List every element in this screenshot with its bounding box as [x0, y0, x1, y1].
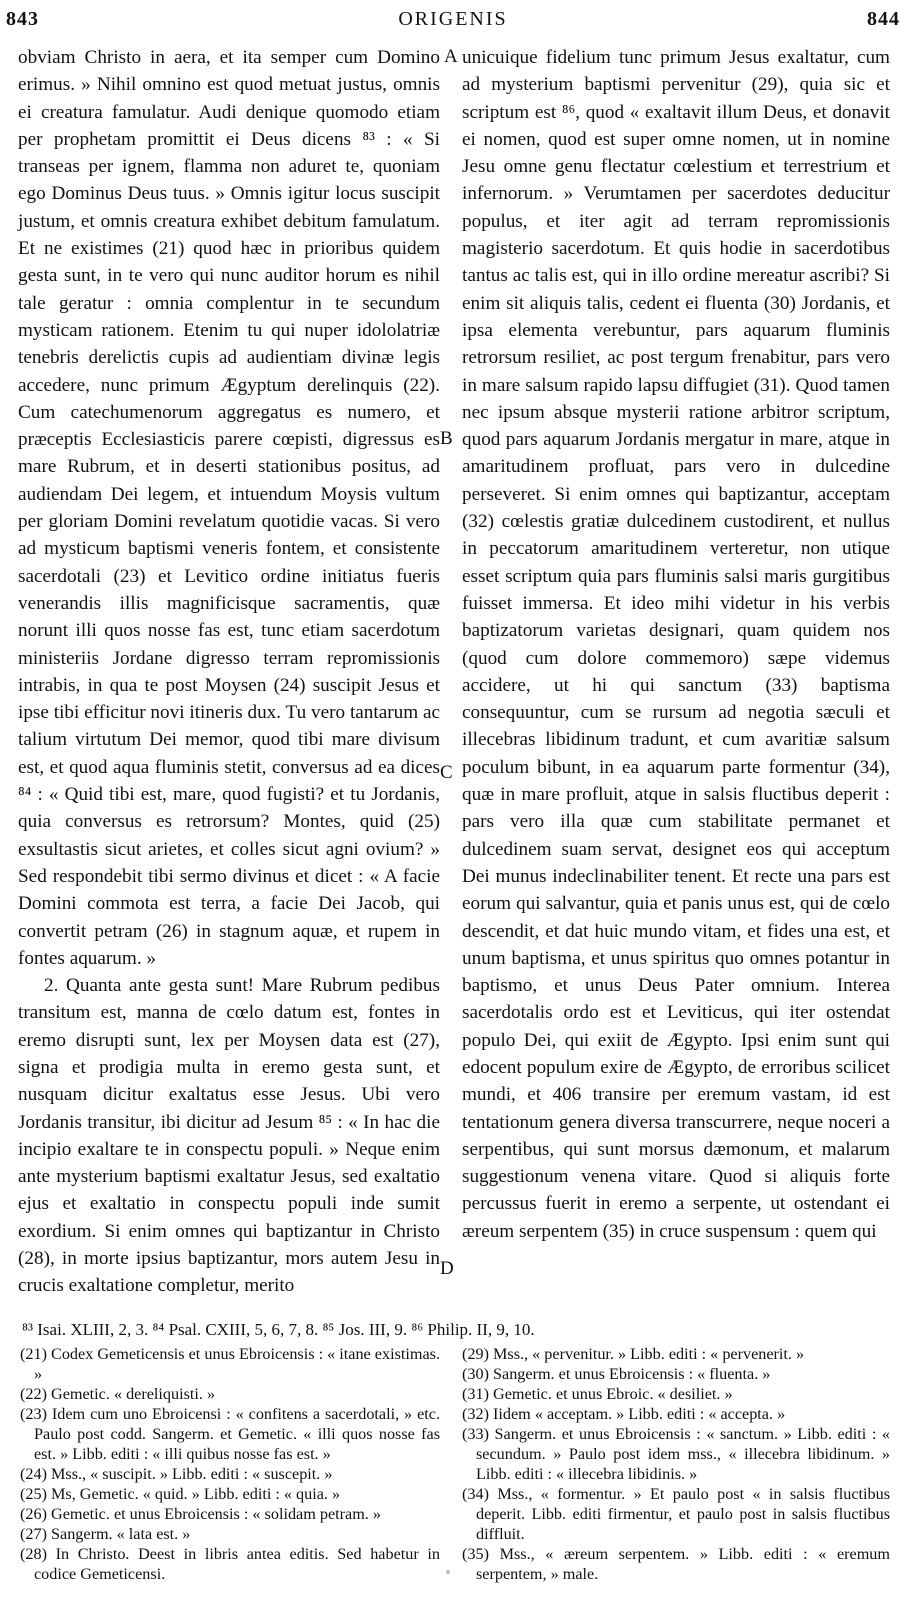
section-marker-c: C: [440, 762, 453, 783]
section-marker-d: D: [440, 1258, 454, 1279]
footnote: (35) Mss., « æreum serpentem. » Libb. editi : « eremum serpentem, » male.: [462, 1545, 890, 1583]
footnote: (32) Iidem « acceptam. » Libb. editi : « accepta. »: [462, 1405, 786, 1423]
left-paragraph-2: 2. Quanta ante gesta sunt! Mare Rubrum pedibus transitum est, manna de cœlo datum est, fontes in eremo disrupti sunt, lex per Moysen data est (27), signa et prodigia multa in eremo gesta sunt, et nusquam dicitur exaltatus esse Jesus. Ubi vero Jordanis transitur, ibi dicitur ad Jesum ⁸⁵ : « In hac die incipio exaltare te in conspectu populi. » Neque enim ante mysterium baptismi exaltatur Jesus, sed exaltatio ejus et exaltatio in conspectu populi inde sumit exordium. Si enim omnes qui baptizantur in Christo (28), in morte ipsius baptizantur, mors autem Jesu in crucis exaltatione completur, merito: [18, 975, 440, 1297]
footnote: (27) Sangerm. « lata est. »: [20, 1525, 191, 1543]
scripture-references: ⁸³ Isai. XLIII, 2, 3. ⁸⁴ Psal. CXIII, 5, 6, 7, 8. ⁸⁵ Jos. III, 9. ⁸⁶ Philip. II, 9, 10.: [22, 1320, 535, 1339]
right-paragraph-1: unicuique fidelium tunc primum Jesus exaltatur, cum ad mysterium baptismi pervenitur (29), quia sic et scriptum est ⁸⁶, quod « exaltavit illum Deus, et donavit ei nomen, quod est super omne nomen, ut in nomine Jesu omne genu flectatur cœlestium et terrestrium et infernorum. » Verumtamen per sacerdotes deducitur populus, et iter agit ad terram repromissionis magisterio sacerdotum. Et quis hodie in sacerdotibus tantus ac talis est, qui in illo ordine mereatur ascribi? Si enim sit aliquis talis, cedent ei fluenta (30) Jordanis, et ipsa elementa verebuntur, pars aquarum fluminis retrorsum resiliet, ac post tergum frenabitur, pars vero in mare salsum rapido lapsu diffugiet (31). Quod tamen nec ipsum absque mysterii ratione arbitror scriptum, quod pars aquarum Jordanis mergatur in mare, atque in amaritudinem profluat, pars vero in dulcedine perseveret. Si enim omnes qui baptizantur, acceptam (32) cœlestis gratiæ dulcedinem custodirent, et nullus in peccatorum amaritudinem verteretur, non utique esset scriptum quia pars fluminis salsi maris gurgitibus fuisset immersa. Et ideo mihi videtur in his verbis baptizatorum varietas designari, quam quidem nos (quod cum dolore commemoro) sæpe videmus accidere, ut hi qui sanctum (33) baptisma consequuntur, cum se rursum ad negotia sæculi et illecebras libidinum tradunt, et cum avaritiæ salsum poculum bibunt, in ea aquarum parte formentur (34), quæ in mare profluit, atque in salsis fluctibus deperit : pars vero illa quæ cum stabilitate permanet et dulcedinem suam servat, designet eos qui acceptum Dei munus indeclinabiliter tenent. Et recte una pars est eorum qui salvantur, quia et panis unus est, qui de cœlo descendit, et dat huic mundo vitam, et fides una est, et unum baptisma, et unus spiritus quo omnes potantur in baptismo, et unus Deus Pater omnium. Interea sacerdotalis ordo est et Leviticus, qui iter ostendat populo Dei, qui exiit de Ægypto. Ipsi enim sunt qui edocent populum exire de Ægypto, de erroribus scilicet mundi, et 406 transire per eremum vastam, id est tentationum genera diversa transcurrere, neque noceri a serpentibus, qui sunt morsus dæmonum, et malarum suggestionum venena vitare. Quod si aliquis forte percussus fuerit in eremo a serpente, ut ostendant ei æreum serpentem (35) in cruce suspensum : quem qui: [462, 47, 890, 1242]
footnote: (33) Sangerm. et unus Ebroicensis : « sanctum. » Libb. editi : « secundum. » Paulo post idem mss., « illecebra libidinum. » Libb. editi : « illecebra libidinis. »: [462, 1425, 890, 1483]
running-title: ORIGENIS: [398, 8, 508, 30]
section-marker-b: B: [440, 428, 453, 449]
page-header: [6, 8, 900, 36]
footnote: (22) Gemetic. « dereliquisti. »: [20, 1385, 216, 1403]
page-number-right: 844: [867, 8, 900, 30]
page-number-left: 843: [6, 8, 39, 30]
footnote: (28) In Christo. Deest in libris antea editis. Sed habetur in codice Gemeticensi.: [20, 1545, 440, 1583]
page-speck: [446, 1570, 450, 1574]
section-marker-a: A: [444, 46, 458, 67]
footnote: (30) Sangerm. et unus Ebroicensis : « fluenta. »: [462, 1365, 771, 1383]
footnote: (24) Mss., « suscipit. » Libb. editi : « suscepit. »: [20, 1465, 333, 1483]
footnotes-left: [20, 1344, 440, 1584]
footnote: (25) Ms, Gemetic. « quid. » Libb. editi : « quia. »: [20, 1485, 341, 1503]
left-column: [18, 44, 440, 1300]
footnotes-right: [462, 1344, 890, 1584]
footnote: (31) Gemetic. et unus Ebroic. « desiliet. »: [462, 1385, 733, 1403]
footnote: (23) Idem cum uno Ebroicensi : « confitens a sacerdotali, » etc. Paulo post codd. Sangerm. et Gemetic. « illi quos nosse fas est. » Libb. editi : « illi quibus nosse fas est. »: [20, 1405, 440, 1463]
footnote: (26) Gemetic. et unus Ebroicensis : « solidam petram. »: [20, 1505, 381, 1523]
footnote: (29) Mss., « pervenitur. » Libb. editi : « pervenerit. »: [462, 1345, 805, 1363]
right-column: [462, 44, 890, 1245]
left-paragraph-1: obviam Christo in aera, et ita semper cum Domino erimus. » Nihil omnino est quod metuat justus, omnis ei creatura famulatur. Audi denique quomodo etiam per prophetam promittit ei Deus dicens ⁸³ : « Si transeas per ignem, flamma non aduret te, quoniam ego Dominus Deus tuus. » Omnis igitur locus suscipit justum, et omnis creatura exhibet debitum famulatum. Et ne existimes (21) quod hæc in prioribus quidem gesta sunt, in te vero qui nunc auditor horum es nihil tale geratur : omnia complentur in te secundum mysticam rationem. Etenim tu qui nuper idololatriæ tenebris derelictis cupis ad audientiam divinæ legis accedere, nunc primum Ægyptum derelinquis (22). Cum catechumenorum aggregatus es numero, et præceptis Ecclesiasticis parere cœpisti, digressus es mare Rubrum, et in deserti stationibus positus, ad audiendam Dei legem, et intuendum Moysis vultum per gloriam Domini revelatum quotidie vacas. Si vero ad mysticum baptismi veneris fontem, et consistente sacerdotali (23) et Levitico ordine initiatus fueris venerandis illis magnificisque sacramentis, quæ norunt illi quos nosse fas est, tunc etiam sacerdotum ministeriis Jordane digresso terram repromissionis intrabis, in qua te post Moysen (24) suscipit Jesus et ipse tibi efficitur novi itineris dux. Tu vero tantarum ac talium virtutum Dei memor, quod tibi mare divisum est, et quod aqua fluminis stetit, conversus ad ea dices ⁸⁴ : « Quid tibi est, mare, quod fugisti? et tu Jordanis, quia conversus es retrorsum? Montes, quid (25) exsultastis sicut arietes, et colles sicut agni ovium? » Sed respondebit tibi sermo divinus et dicet : « A facie Domini commota est terra, a facie Dei Jacob, qui convertit petram (26) in stagnum aquæ, et rupem in fontes aquarum. »: [18, 47, 440, 969]
footnote: (21) Codex Gemeticensis et unus Ebroicensis : « itane existimas. »: [20, 1345, 440, 1383]
footnote: (34) Mss., « formentur. » Et paulo post « in salsis fluctibus deperit. Libb. editi firmentur, et paulo post in salsis fluctibus diffluit.: [462, 1485, 890, 1543]
